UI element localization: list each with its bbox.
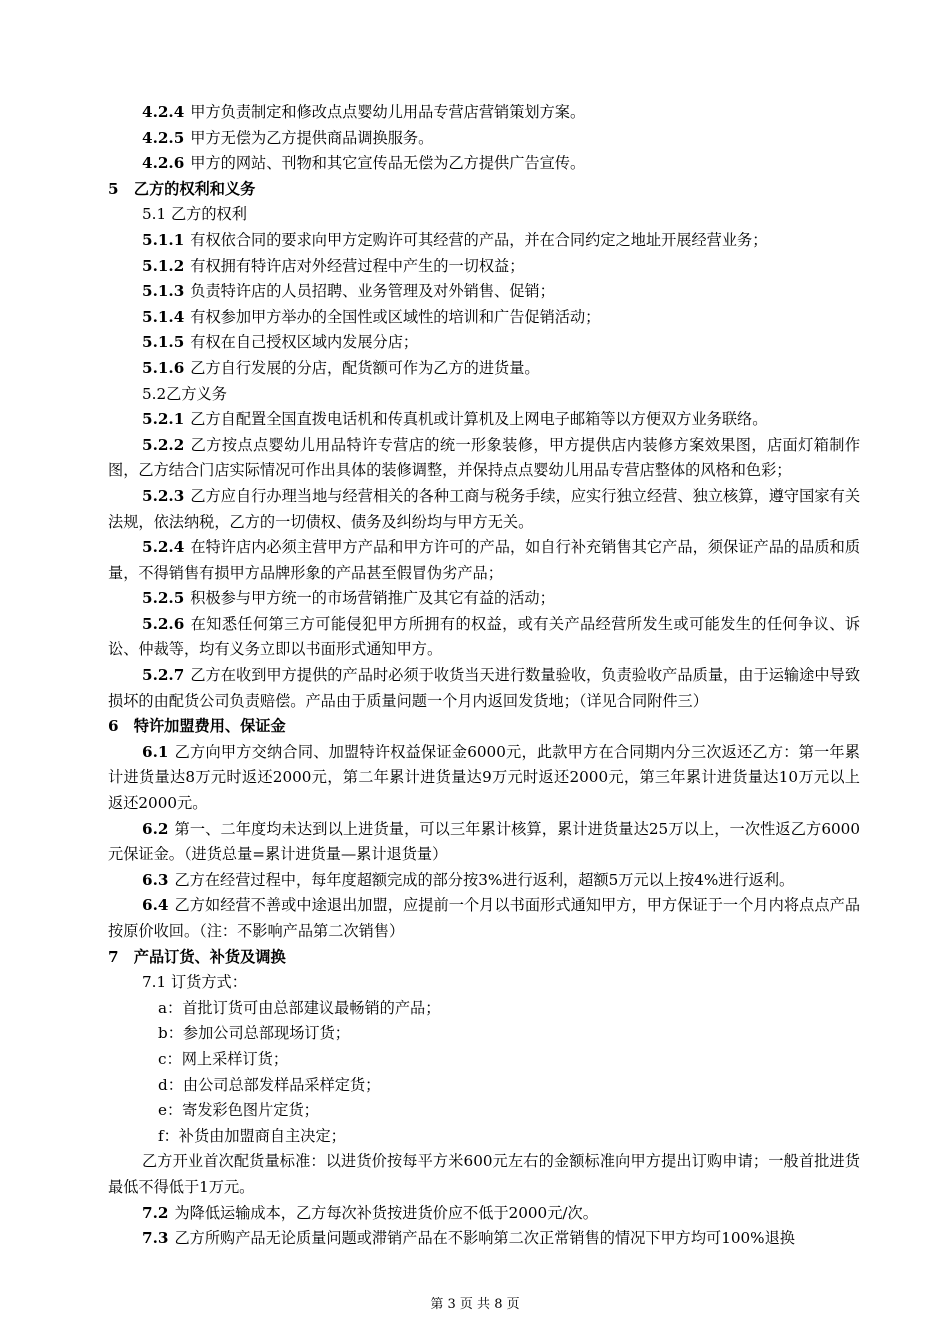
clause-number: 5.1.1	[142, 230, 185, 249]
page-content	[108, 100, 860, 1252]
clause-6-1	[108, 740, 860, 817]
clause-7-3	[108, 1226, 860, 1252]
clause-number: 5.1.4	[142, 307, 185, 326]
clause-number: 6.3	[142, 870, 169, 889]
clause-4-2-6	[108, 151, 860, 177]
clause-number: 5.1.2	[142, 256, 185, 275]
clause-text: 在知悉任何第三方可能侵犯甲方所拥有的权益，或有关产品经营所发生或可能发生的任何争议、诉讼、仲裁等，均有义务立即以书面形式通知甲方。	[108, 614, 860, 659]
clause-text: 乙方按点点婴幼儿用品特许专营店的统一形象装修，甲方提供店内装修方案效果图，店面灯箱制作图，乙方结合门店实际情况可作出具体的装修调整，并保持点点婴幼儿用品专营店整体的风格和色彩；	[108, 435, 860, 480]
clause-text: 乙方向甲方交纳合同、加盟特许权益保证金6000元，此款甲方在合同期内分三次返还乙方：第一年累计进货量达8万元时返还2000元，第二年累计进货量达9万元时返还2000元，第三年累计进货量达10万元以上返还2000元。	[108, 742, 860, 813]
clause-text: 甲方负责制定和修改点点婴幼儿用品专营店营销策划方案。	[190, 103, 586, 121]
clause-text: 为降低运输成本，乙方每次补货按进货价应不低于2000元/次。	[174, 1203, 598, 1222]
clause-number: 5.2.6	[142, 614, 185, 633]
clause-number: 5.2.7	[142, 666, 185, 685]
clause-6-2	[108, 817, 860, 868]
clause-number: 6.2	[142, 819, 169, 838]
clause-number: 4.2.6	[142, 154, 185, 173]
clause-5-2-1	[108, 407, 860, 433]
clause-number: 7.3	[142, 1229, 169, 1248]
clause-5-2-2	[108, 433, 860, 484]
order-method-d: d：由公司总部发样品采样定货；	[158, 1075, 381, 1094]
clause-5-2-3	[108, 484, 860, 535]
subsection-5-1-title: 5.1 乙方的权利	[142, 205, 247, 224]
clause-text: 积极参与甲方统一的市场营销推广及其它有益的活动；	[190, 589, 555, 608]
order-method-f: f：补货由加盟商自主决定；	[158, 1126, 346, 1145]
clause-number: 5.2.1	[142, 410, 185, 429]
clause-number: 6.4	[142, 896, 169, 915]
clause-5-2-6	[108, 612, 860, 663]
section-6-heading: 6 特许加盟费用、保证金	[108, 717, 286, 736]
clause-text: 有权依合同的要求向甲方定购许可其经营的产品，并在合同约定之地址开展经营业务；	[190, 230, 768, 249]
clause-number: 4.2.4	[142, 103, 185, 121]
clause-number: 5.2.2	[142, 435, 185, 454]
page-footer: 第 3 页 共 8 页	[430, 1297, 520, 1312]
clause-text: 第一、二年度均未达到以上进货量，可以三年累计核算，累计进货量达25万以上，一次性返乙方6000元保证金。（进货总量=累计进货量—累计退货量）	[108, 819, 860, 864]
clause-number: 4.2.5	[142, 128, 185, 147]
clause-text: 乙方在经营过程中，每年度超额完成的部分按3%进行返利，超额5万元以上按4%进行返利。	[174, 870, 795, 889]
clause-text: 有权拥有特许店对外经营过程中产生的一切权益；	[190, 256, 525, 275]
clause-number: 6.1	[142, 742, 169, 761]
clause-text: 乙方所购产品无论质量问题或滞销产品在不影响第二次正常销售的情况下甲方均可100%退换	[174, 1229, 795, 1248]
clause-number: 5.1.3	[142, 282, 185, 301]
clause-text: 负责特许店的人员招聘、业务管理及对外销售、促销；	[190, 282, 555, 301]
clause-text: 乙方如经营不善或中途退出加盟，应提前一个月以书面形式通知甲方，甲方保证于一个月内将点点产品按原价收回。（注：不影响产品第二次销售）	[108, 896, 860, 940]
clause-4-2-5	[108, 126, 860, 152]
clause-number: 5.2.4	[142, 538, 185, 557]
clause-text: 乙方应自行办理当地与经营相关的各种工商与税务手续，应实行独立经营、独立核算，遵守国家有关法规，依法纳税，乙方的一切债权、债务及纠纷均与甲方无关。	[108, 486, 860, 531]
clause-text: 甲方无偿为乙方提供商品调换服务。	[190, 128, 434, 147]
clause-6-4	[108, 893, 860, 944]
clause-6-3	[108, 868, 860, 894]
clause-5-1-6	[108, 356, 860, 382]
clause-text: 乙方在收到甲方提供的产品时必须于收货当天进行数量验收，负责验收产品质量，由于运输途中导致损坏的由配货公司负责赔偿。产品由于质量问题一个月内返回发货地；（详见合同附件三）	[108, 666, 860, 710]
subsection-7-1-title: 7.1 订货方式：	[142, 973, 247, 992]
initial-stock-standard: 乙方开业首次配货量标准：以进货价按每平方米600元左右的金额标准向甲方提出订购申请；一般首批进货最低不得低于1万元。	[108, 1152, 860, 1196]
clause-text: 甲方的网站、刊物和其它宣传品无偿为乙方提供广告宣传。	[190, 154, 586, 173]
clause-text: 乙方自行发展的分店，配货额可作为乙方的进货量。	[190, 358, 540, 377]
clause-5-1-2	[108, 254, 860, 280]
clause-text: 乙方自配置全国直拨电话机和传真机或计算机及上网电子邮箱等以方便双方业务联络。	[190, 410, 768, 429]
clause-5-2-7	[108, 663, 860, 714]
clause-7-2	[108, 1201, 860, 1227]
clause-number: 5.2.5	[142, 589, 185, 608]
clause-number: 5.1.5	[142, 333, 185, 352]
clause-text: 有权参加甲方举办的全国性或区域性的培训和广告促销活动；	[190, 307, 601, 326]
clause-5-1-4	[108, 305, 860, 331]
order-method-b: b：参加公司总部现场订货；	[158, 1024, 350, 1043]
subsection-5-2-title: 5.2乙方义务	[142, 384, 227, 403]
clause-5-1-3	[108, 279, 860, 305]
order-method-c: c：网上采样订货；	[158, 1049, 289, 1068]
clause-text: 有权在自己授权区域内发展分店；	[190, 333, 419, 352]
order-method-a: a：首批订货可由总部建议最畅销的产品；	[158, 998, 441, 1017]
clause-5-2-5	[108, 586, 860, 612]
clause-5-1-5	[108, 330, 860, 356]
clause-number: 7.2	[142, 1203, 169, 1222]
section-5-heading: 5 乙方的权利和义务	[108, 179, 256, 198]
clause-4-2-4	[108, 100, 860, 126]
clause-text: 在特许店内必须主营甲方产品和甲方许可的产品，如自行补充销售其它产品，须保证产品的品质和质量，不得销售有损甲方品牌形象的产品甚至假冒伪劣产品；	[108, 538, 860, 582]
clause-5-1-1	[108, 228, 860, 254]
clause-number: 5.2.3	[142, 486, 185, 505]
clause-number: 5.1.6	[142, 358, 185, 377]
order-method-e: e：寄发彩色图片定货；	[158, 1101, 319, 1120]
section-7-heading: 7 产品订货、补货及调换	[108, 947, 286, 966]
clause-5-2-4	[108, 535, 860, 586]
